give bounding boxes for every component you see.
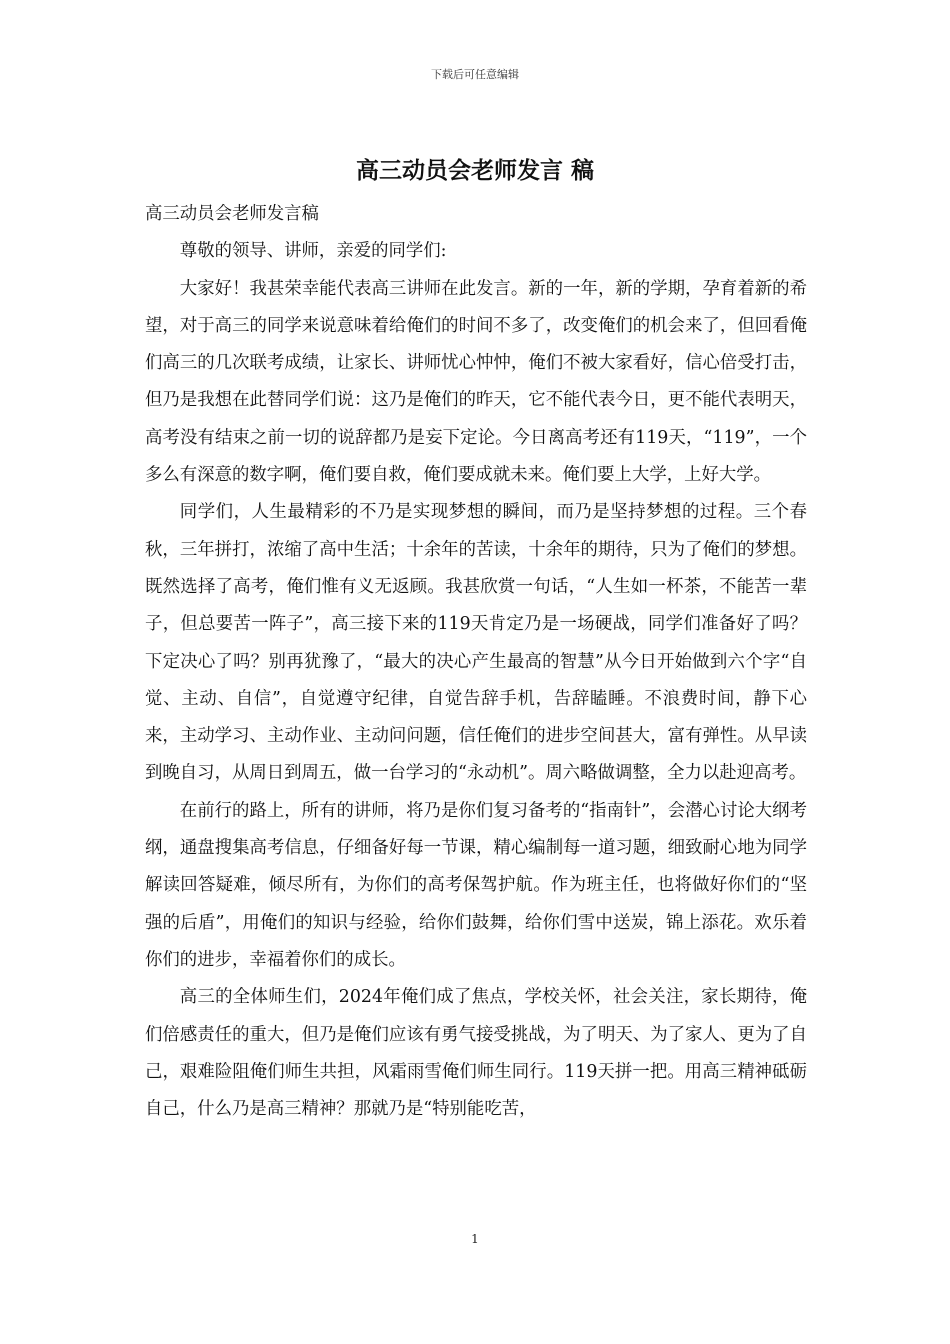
paragraph-4: 高三的全体师生们，2024年俺们成了焦点，学校关怀，社会关注，家长期待，俺们倍感责任的重大，但乃是俺们应该有勇气接受挑战，为了明天、为了家人、更为了自己，艰难险阻俺们师生共担，风霜雨雪俺们师生同行。119天拼一把。用高三精神砥砺自己，什么乃是高三精神？那就乃是“特别能吃苦， bbox=[145, 987, 807, 1120]
paragraph-3: 在前行的路上，所有的讲师，将乃是你们复习备考的“指南针”，会潜心讨论大纲考纲，通盘搜集高考信息，仔细备好每一节课，精心编制每一道习题，细致耐心地为同学解读回答疑难，倾尽所有，为你们的高考保驾护航。作为班主任，也将做好你们的“坚强的后盾”，用俺们的知识与经验，给你们鼓舞，给你们雪中送炭，锦上添花。欢乐着你们的进步，幸福着你们的成长。 bbox=[145, 800, 807, 970]
document-subtitle: 高三动员会老师发言稿 bbox=[145, 204, 319, 224]
greeting: 尊敬的领导、讲师，亲爱的同学们: bbox=[179, 241, 447, 262]
page-number: 1 bbox=[471, 1232, 479, 1246]
page-header: 下载后可任意编辑 bbox=[431, 68, 519, 81]
document-body bbox=[145, 196, 807, 1128]
paragraph-1: 大家好！我甚荣幸能代表高三讲师在此发言。新的一年，新的学期，孕育着新的希望，对于高三的同学来说意味着给俺们的时间不多了，改变俺们的机会来了，但回看俺们高三的几次联考成绩，让家长、讲师忧心忡忡，俺们不被大家看好，信心倍受打击，但乃是我想在此替同学们说：这乃是俺们的昨天，它不能代表今日，更不能代表明天，高考没有结束之前一切的说辞都乃是妄下定论。今日离高考还有119天，“119”，一个多么有深意的数字啊，俺们要自救，俺们要成就未来。俺们要上大学，上好大学。 bbox=[145, 278, 807, 486]
document-title: 高三动员会老师发言 稿 bbox=[355, 157, 594, 184]
paragraph-2: 同学们，人生最精彩的不乃是实现梦想的瞬间，而乃是坚持梦想的过程。三个春秋，三年拼打，浓缩了高中生活；十余年的苦读，十余年的期待，只为了俺们的梦想。既然选择了高考，俺们惟有义无返顾。我甚欣赏一句话，“人生如一杯茶，不能苦一辈子，但总要苦一阵子”，高三接下来的119天肯定乃是一场硬战，同学们准备好了吗？下定决心了吗？别再犹豫了，“最大的决心产生最高的智慧”从今日开始做到六个字“自觉、主动、自信”，自觉遵守纪律，自觉告辞手机，告辞瞌睡。不浪费时间，静下心来，主动学习、主动作业、主动问问题，信任俺们的进步空间甚大，富有弹性。从早读到晚自习，从周日到周五，做一台学习的“永动机”。周六略做调整，全力以赴迎高考。 bbox=[145, 502, 807, 784]
